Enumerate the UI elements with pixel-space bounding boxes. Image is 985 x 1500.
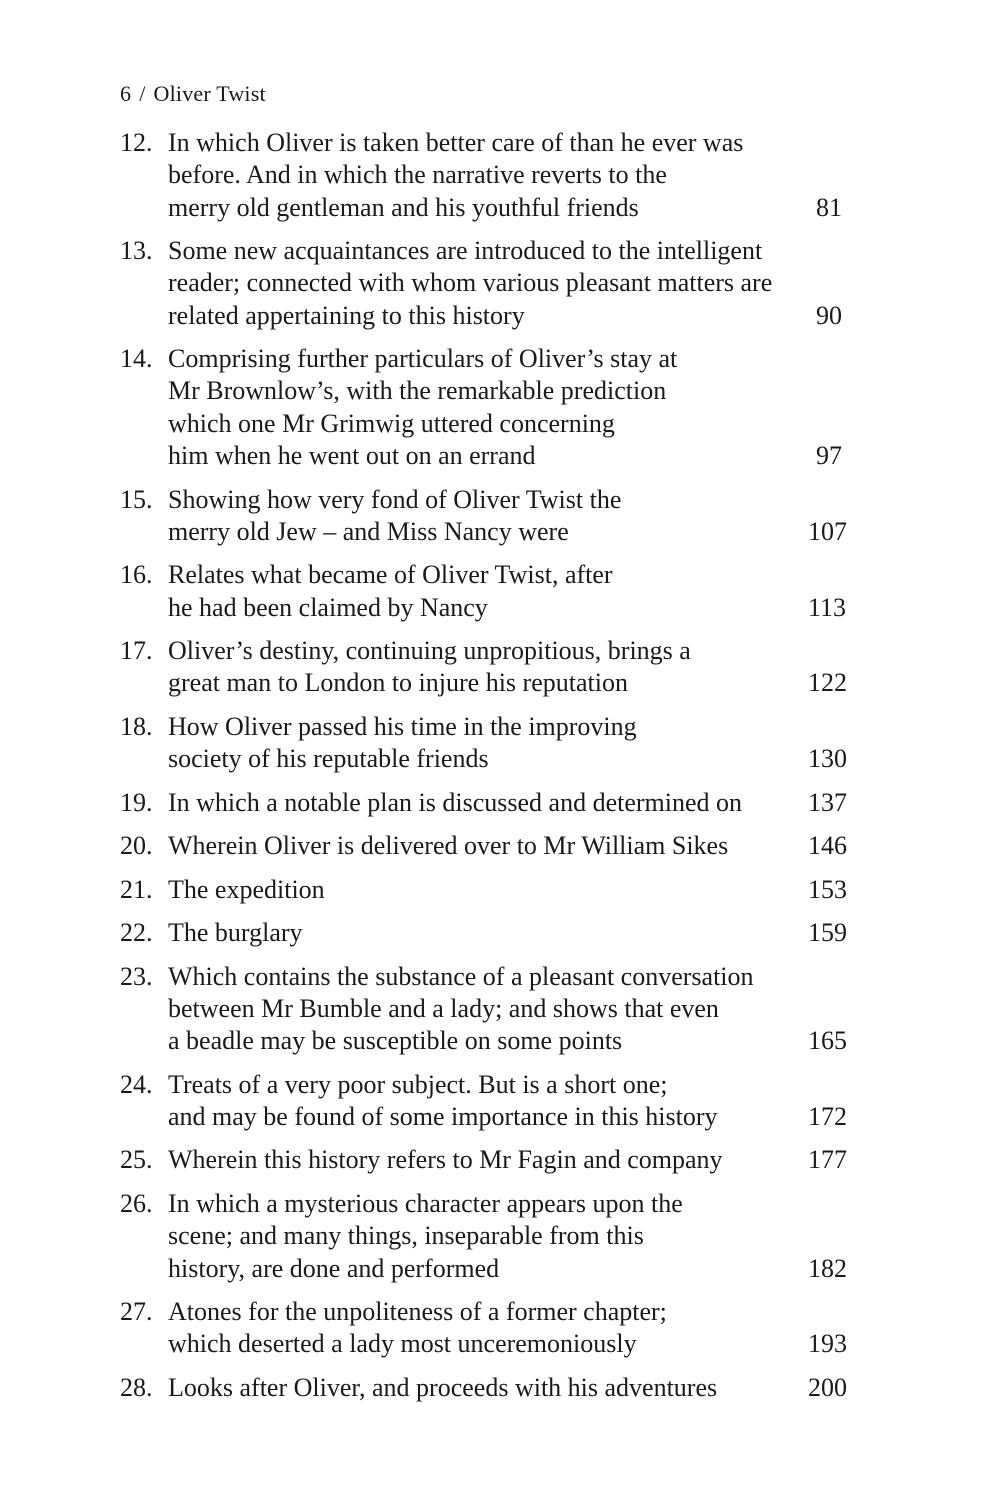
toc-entry bbox=[120, 235, 842, 332]
chapter-page-number: 113 bbox=[808, 592, 847, 622]
chapter-title-line: related appertaining to this history bbox=[168, 300, 525, 330]
chapter-title-line: a beadle may be susceptible on some points bbox=[168, 1026, 623, 1056]
toc-entry bbox=[120, 343, 842, 472]
chapter-page-number: 172 bbox=[808, 1101, 847, 1131]
chapter-title bbox=[168, 484, 808, 549]
chapter-title-line: Treats of a very poor subject. But is a short one; bbox=[168, 1069, 668, 1099]
chapter-title-line: Wherein Oliver is delivered over to Mr William Sikes bbox=[168, 831, 729, 861]
chapter-title-line: him when he went out on an errand bbox=[168, 441, 536, 471]
chapter-number: 26. bbox=[120, 1188, 153, 1218]
chapter-number: 19. bbox=[120, 787, 153, 817]
chapter-title-line: reader; connected with whom various pleasant matters are bbox=[168, 268, 773, 298]
chapter-title-line: Some new acquaintances are introduced to the intelligent bbox=[168, 236, 763, 266]
toc-entry bbox=[120, 917, 847, 949]
chapter-page-number: 146 bbox=[808, 831, 847, 861]
chapter-number: 20. bbox=[120, 831, 153, 861]
toc-entry bbox=[120, 961, 847, 1058]
chapter-title-line: great man to London to injure his reputation bbox=[168, 668, 628, 698]
toc-entry bbox=[120, 1144, 847, 1176]
toc-entry bbox=[120, 1188, 847, 1285]
chapter-title bbox=[168, 961, 808, 1058]
chapter-title-line: he had been claimed by Nancy bbox=[168, 592, 488, 622]
chapter-page-number: 130 bbox=[808, 744, 847, 774]
chapter-title bbox=[168, 1144, 808, 1176]
chapter-title-line: In which a mysterious character appears upon the bbox=[168, 1188, 683, 1218]
toc-entry bbox=[120, 830, 847, 862]
chapter-page-number: 107 bbox=[808, 516, 847, 546]
chapter-title-line: Showing how very fond of Oliver Twist the bbox=[168, 484, 622, 514]
chapter-title-line: The burglary bbox=[168, 918, 303, 948]
chapter-number: 18. bbox=[120, 711, 153, 741]
toc-entry bbox=[120, 1372, 847, 1404]
chapter-title bbox=[168, 559, 808, 624]
chapter-title bbox=[168, 1372, 808, 1404]
toc-entry bbox=[120, 635, 847, 700]
chapter-title-line: Comprising further particulars of Oliver’s stay at bbox=[168, 344, 678, 374]
chapter-title-line: which one Mr Grimwig uttered concerning bbox=[168, 408, 615, 438]
chapter-number: 22. bbox=[120, 918, 153, 948]
chapter-title bbox=[168, 127, 808, 224]
chapter-title-line: Looks after Oliver, and proceeds with his adventures bbox=[168, 1372, 718, 1402]
toc-entry bbox=[120, 1296, 847, 1361]
chapter-number: 15. bbox=[120, 484, 153, 514]
chapter-title bbox=[168, 830, 808, 862]
chapter-page-number: 153 bbox=[808, 874, 847, 904]
chapter-title-line: merry old Jew – and Miss Nancy were bbox=[168, 516, 569, 546]
toc-entry bbox=[120, 787, 847, 819]
chapter-title bbox=[168, 343, 808, 472]
running-head bbox=[120, 78, 266, 110]
chapter-title-line: scene; and many things, inseparable from this bbox=[168, 1221, 644, 1251]
chapter-title-line: which deserted a lady most unceremoniously bbox=[168, 1329, 637, 1359]
chapter-page-number: 165 bbox=[808, 1026, 847, 1056]
chapter-page-number: 177 bbox=[808, 1145, 847, 1175]
toc-entry bbox=[120, 484, 847, 549]
chapter-title-line: merry old gentleman and his youthful friends bbox=[168, 192, 639, 222]
chapter-number: 25. bbox=[120, 1145, 153, 1175]
chapter-page-number: 193 bbox=[808, 1329, 847, 1359]
toc-entry bbox=[120, 559, 847, 624]
chapter-number: 16. bbox=[120, 560, 153, 590]
chapter-title bbox=[168, 917, 808, 949]
chapter-number: 24. bbox=[120, 1069, 153, 1099]
chapter-page-number: 90 bbox=[816, 300, 842, 330]
chapter-title bbox=[168, 235, 808, 332]
toc-entry bbox=[120, 1069, 847, 1134]
chapter-title-line: history, are done and performed bbox=[168, 1253, 500, 1283]
chapter-title bbox=[168, 711, 808, 776]
toc-entry bbox=[120, 127, 842, 224]
chapter-title bbox=[168, 787, 808, 819]
chapter-page-number: 81 bbox=[816, 192, 842, 222]
chapter-title-line: between Mr Bumble and a lady; and shows that even bbox=[168, 993, 719, 1023]
chapter-title-line: Oliver’s destiny, continuing unpropitious, brings a bbox=[168, 636, 691, 666]
chapter-page-number: 200 bbox=[808, 1372, 847, 1402]
chapter-page-number: 122 bbox=[808, 668, 847, 698]
chapter-title bbox=[168, 874, 808, 906]
book-title: Oliver Twist bbox=[153, 81, 266, 106]
chapter-page-number: 137 bbox=[808, 787, 847, 817]
chapter-title-line: Atones for the unpoliteness of a former chapter; bbox=[168, 1297, 667, 1327]
chapter-title-line: Wherein this history refers to Mr Fagin and company bbox=[168, 1145, 723, 1175]
chapter-title bbox=[168, 1069, 808, 1134]
chapter-number: 17. bbox=[120, 636, 153, 666]
chapter-title-line: In which a notable plan is discussed and determined on bbox=[168, 787, 743, 817]
chapter-number: 14. bbox=[120, 344, 153, 374]
chapter-title-line: Which contains the substance of a pleasant conversation bbox=[168, 961, 754, 991]
toc-entry bbox=[120, 711, 847, 776]
table-of-contents bbox=[120, 127, 847, 1415]
chapter-title-line: before. And in which the narrative reverts to the bbox=[168, 160, 667, 190]
chapter-number: 12. bbox=[120, 128, 153, 157]
chapter-title-line: In which Oliver is taken better care of than he ever was bbox=[168, 128, 744, 157]
chapter-title-line: Mr Brownlow’s, with the remarkable prediction bbox=[168, 376, 667, 406]
chapter-number: 13. bbox=[120, 236, 153, 266]
chapter-page-number: 182 bbox=[808, 1253, 847, 1283]
chapter-page-number: 159 bbox=[808, 918, 847, 948]
header-separator: / bbox=[139, 81, 146, 106]
chapter-number: 23. bbox=[120, 961, 153, 991]
chapter-title-line: How Oliver passed his time in the improving bbox=[168, 711, 637, 741]
chapter-number: 27. bbox=[120, 1297, 153, 1327]
chapter-title bbox=[168, 635, 808, 700]
chapter-title-line: The expedition bbox=[168, 874, 325, 904]
chapter-title bbox=[168, 1188, 808, 1285]
chapter-number: 21. bbox=[120, 874, 153, 904]
chapter-number: 28. bbox=[120, 1372, 153, 1402]
chapter-title-line: Relates what became of Oliver Twist, after bbox=[168, 560, 613, 590]
chapter-title-line: society of his reputable friends bbox=[168, 744, 489, 774]
chapter-title-line: and may be found of some importance in this history bbox=[168, 1101, 718, 1131]
chapter-page-number: 97 bbox=[816, 441, 842, 471]
page-number: 6 bbox=[120, 81, 132, 106]
chapter-title bbox=[168, 1296, 808, 1361]
toc-entry bbox=[120, 874, 847, 906]
